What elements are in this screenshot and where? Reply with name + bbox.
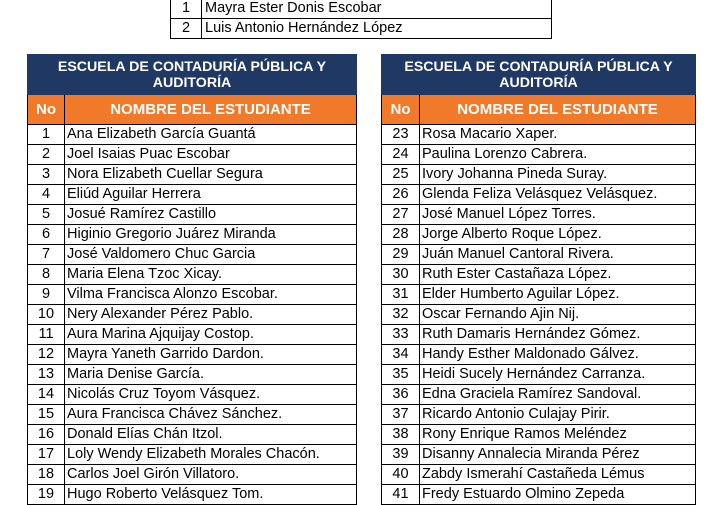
student-name: Luis Antonio Hernández López	[202, 19, 552, 39]
table-row	[28, 285, 357, 305]
student-number: 14	[28, 385, 65, 405]
table-row	[382, 265, 696, 285]
student-number: 15	[28, 405, 65, 425]
student-name: Glenda Feliza Velásquez Velásquez.	[420, 185, 696, 205]
table-row	[382, 225, 696, 245]
student-number: 32	[382, 305, 420, 325]
table-row	[28, 345, 357, 365]
table-row	[382, 385, 696, 405]
table-row	[382, 325, 696, 345]
student-number: 40	[382, 465, 420, 485]
top-student-list	[170, 0, 552, 39]
student-name: Maria Elena Tzoc Xicay.	[65, 265, 357, 285]
table-row	[382, 125, 696, 145]
table-row	[382, 245, 696, 265]
student-name: Eliúd Aguilar Herrera	[65, 185, 357, 205]
table-row	[382, 205, 696, 225]
table-row	[382, 145, 696, 165]
student-name: Oscar Fernando Ajin Nij.	[420, 305, 696, 325]
student-number: 25	[382, 165, 420, 185]
table-row	[382, 465, 696, 485]
student-name: Fredy Estuardo Olmino Zepeda	[420, 485, 696, 505]
table-row	[28, 125, 357, 145]
right-col-name-header: NOMBRE DEL ESTUDIANTE	[420, 95, 696, 125]
table-row	[382, 405, 696, 425]
student-name: Hugo Roberto Velásquez Tom.	[65, 485, 357, 505]
table-row	[382, 285, 696, 305]
left-col-no-header: No	[28, 95, 65, 125]
table-row	[28, 145, 357, 165]
student-name: Vilma Francisca Alonzo Escobar.	[65, 285, 357, 305]
student-number: 8	[28, 265, 65, 285]
student-name: Handy Esther Maldonado Gálvez.	[420, 345, 696, 365]
right-col-no-header: No	[382, 95, 420, 125]
table-row	[28, 425, 357, 445]
student-name: Ricardo Antonio Culajay Pirir.	[420, 405, 696, 425]
student-number: 2	[28, 145, 65, 165]
student-number: 3	[28, 165, 65, 185]
student-name: José Manuel López Torres.	[420, 205, 696, 225]
student-number: 33	[382, 325, 420, 345]
student-name: Joel Isaias Puac Escobar	[65, 145, 357, 165]
left-col-name-header: NOMBRE DEL ESTUDIANTE	[65, 95, 357, 125]
student-name: Aura Marina Ajquijay Costop.	[65, 325, 357, 345]
student-number: 41	[382, 485, 420, 505]
student-name: Ana Elizabeth García Guantá	[65, 125, 357, 145]
table-row	[382, 345, 696, 365]
student-number: 9	[28, 285, 65, 305]
student-name: Rosa Macario Xaper.	[420, 125, 696, 145]
student-name: Loly Wendy Elizabeth Morales Chacón.	[65, 445, 357, 465]
student-number: 19	[28, 485, 65, 505]
table-row	[382, 445, 696, 465]
left-student-table	[27, 54, 357, 505]
table-row	[382, 485, 696, 505]
student-name: Edna Graciela Ramírez Sandoval.	[420, 385, 696, 405]
student-number: 13	[28, 365, 65, 385]
student-number: 38	[382, 425, 420, 445]
table-row	[28, 305, 357, 325]
student-number: 31	[382, 285, 420, 305]
student-number: 1	[28, 125, 65, 145]
table-row	[28, 405, 357, 425]
table-row	[28, 245, 357, 265]
student-number: 1	[171, 0, 202, 19]
student-name: Paulina Lorenzo Cabrera.	[420, 145, 696, 165]
student-name: Maria Denise García.	[65, 365, 357, 385]
table-row	[28, 365, 357, 385]
student-name: Nora Elizabeth Cuellar Segura	[65, 165, 357, 185]
student-name: Rony Enrique Ramos Meléndez	[420, 425, 696, 445]
table-row	[171, 0, 552, 19]
table-row	[28, 165, 357, 185]
table-row	[382, 165, 696, 185]
student-number: 10	[28, 305, 65, 325]
student-name: José Valdomero Chuc Garcia	[65, 245, 357, 265]
student-name: Zabdy Ismerahí Castañeda Lémus	[420, 465, 696, 485]
student-number: 26	[382, 185, 420, 205]
student-number: 39	[382, 445, 420, 465]
table-row	[382, 305, 696, 325]
table-row	[171, 19, 552, 39]
table-row	[28, 225, 357, 245]
student-name: Mayra Yaneth Garrido Dardon.	[65, 345, 357, 365]
left-table-title: ESCUELA DE CONTADURÍA PÚBLICA Y AUDITORÍA	[28, 55, 357, 95]
student-name: Disanny Annalecia Miranda Pérez	[420, 445, 696, 465]
student-name: Mayra Ester Donis Escobar	[202, 0, 552, 19]
student-name: Juán Manuel Cantoral Rivera.	[420, 245, 696, 265]
student-name: Carlos Joel Girón Villatoro.	[65, 465, 357, 485]
table-row	[28, 445, 357, 465]
student-name: Nicolás Cruz Toyom Vásquez.	[65, 385, 357, 405]
student-name: Donald Elías Chán Itzol.	[65, 425, 357, 445]
student-number: 7	[28, 245, 65, 265]
student-number: 37	[382, 405, 420, 425]
student-name: Aura Francisca Chávez Sánchez.	[65, 405, 357, 425]
student-name: Heidi Sucely Hernández Carranza.	[420, 365, 696, 385]
table-row	[28, 205, 357, 225]
right-table-title: ESCUELA DE CONTADURÍA PÚBLICA Y AUDITORÍA	[382, 55, 696, 95]
student-name: Josué Ramírez Castillo	[65, 205, 357, 225]
student-name: Higinio Gregorio Juárez Miranda	[65, 225, 357, 245]
student-name: Jorge Alberto Roque López.	[420, 225, 696, 245]
student-number: 36	[382, 385, 420, 405]
student-number: 2	[171, 19, 202, 39]
table-row	[28, 485, 357, 505]
table-row	[382, 425, 696, 445]
table-row	[28, 325, 357, 345]
student-number: 12	[28, 345, 65, 365]
student-number: 6	[28, 225, 65, 245]
student-number: 5	[28, 205, 65, 225]
student-number: 16	[28, 425, 65, 445]
table-row	[28, 265, 357, 285]
student-number: 28	[382, 225, 420, 245]
student-number: 27	[382, 205, 420, 225]
table-row	[382, 365, 696, 385]
table-row	[28, 185, 357, 205]
right-student-table	[381, 54, 696, 505]
student-number: 35	[382, 365, 420, 385]
student-name: Elder Humberto Aguilar López.	[420, 285, 696, 305]
table-row	[28, 465, 357, 485]
student-name: Ruth Damaris Hernández Gómez.	[420, 325, 696, 345]
student-number: 23	[382, 125, 420, 145]
student-number: 17	[28, 445, 65, 465]
table-row	[382, 185, 696, 205]
table-row	[28, 385, 357, 405]
student-number: 11	[28, 325, 65, 345]
student-number: 34	[382, 345, 420, 365]
student-number: 30	[382, 265, 420, 285]
student-number: 29	[382, 245, 420, 265]
student-number: 4	[28, 185, 65, 205]
student-name: Ruth Ester Castañaza López.	[420, 265, 696, 285]
student-number: 24	[382, 145, 420, 165]
student-name: Ivory Johanna Pineda Suray.	[420, 165, 696, 185]
student-name: Nery Alexander Pérez Pablo.	[65, 305, 357, 325]
student-number: 18	[28, 465, 65, 485]
